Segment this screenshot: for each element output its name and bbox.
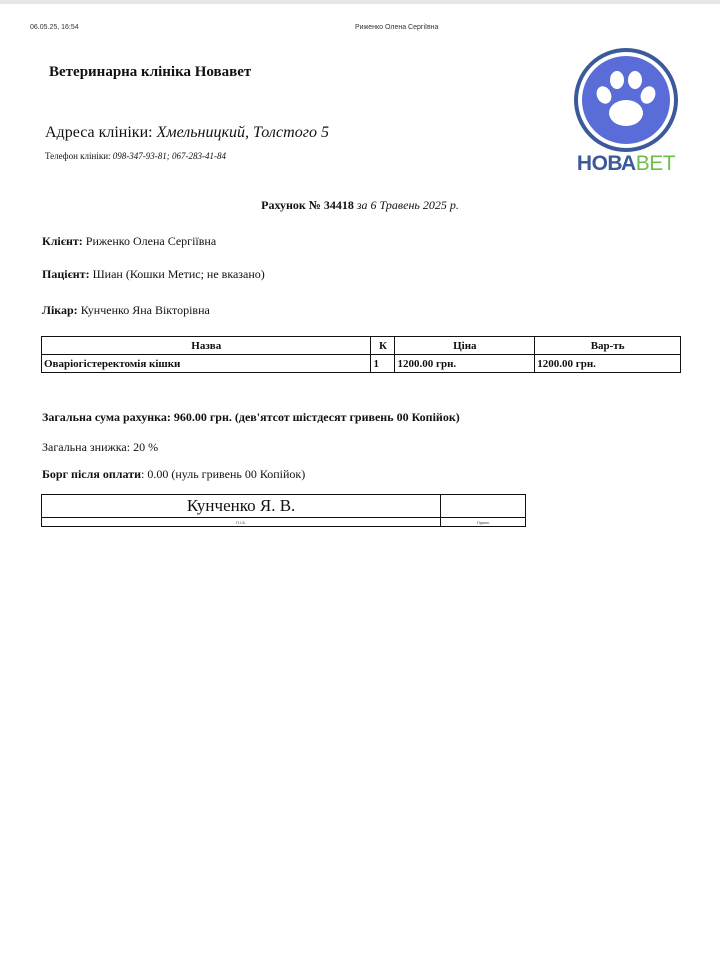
debt-after-payment [42,467,305,482]
logo-text: НОВАВЕТ [576,152,676,175]
cell-cost: 1200.00 грн. [535,355,681,373]
signature-block [41,494,526,527]
table-row [42,355,681,373]
doctor-label: Лікар: [42,303,78,317]
col-header-cost: Вар-ть [535,337,681,355]
print-user-name: Риженко Олена Сергіївна [355,24,439,31]
clinic-logo [574,48,678,180]
client-value: Риженко Олена Сергіївна [85,234,217,248]
debt-value: : 0.00 (нуль гривень 00 Копійок) [141,467,306,481]
caption-name: П.І.Б. [42,518,441,527]
signature-space [441,495,526,518]
invoice-number: Рахунок № 34418 [261,198,354,212]
invoice-date: за 6 Травень 2025 р. [356,198,459,212]
signature-name: Кунченко Я. В. [42,495,441,518]
address-value: Хмельницкий, Толстого 5 [156,124,329,141]
col-header-qty: К [371,337,395,355]
debt-label: Борг після оплати [42,467,141,481]
clinic-name: Ветеринарна клініка Новавет [49,64,252,80]
client-field [42,234,216,249]
caption-signature: Підпис [441,518,526,527]
cell-service-name: Оваріогістеректомія кішки [42,355,371,373]
phone-label: Телефон клініки: [45,151,111,161]
doctor-value: Кунченко Яна Вікторівна [80,303,210,317]
services-table [41,336,681,373]
clinic-address [45,124,329,142]
clinic-phone [45,151,226,161]
patient-value: Шиан (Кошки Метис; не вказано) [92,267,265,281]
top-band [0,0,720,4]
col-header-name: Назва [42,337,371,355]
invoice-title [0,198,720,213]
table-header-row [42,337,681,355]
address-label: Адреса клініки: [45,124,153,141]
paw-icon [574,48,678,152]
client-label: Клієнт: [42,234,83,248]
cell-price: 1200.00 грн. [395,355,535,373]
print-datetime: 06.05.25, 16:54 [30,24,79,31]
phone-value: 098-347-93-81; 067-283-41-84 [112,151,226,161]
col-header-price: Ціна [395,337,535,355]
patient-label: Пацієнт: [42,267,90,281]
doctor-field [42,303,210,318]
total-amount: Загальна сума рахунка: 960.00 грн. (дев'ятсот шістдесят гривень 00 Копійок) [42,410,460,424]
total-discount: Загальна знижка: 20 % [42,440,159,454]
cell-qty: 1 [371,355,395,373]
patient-field [42,267,265,282]
